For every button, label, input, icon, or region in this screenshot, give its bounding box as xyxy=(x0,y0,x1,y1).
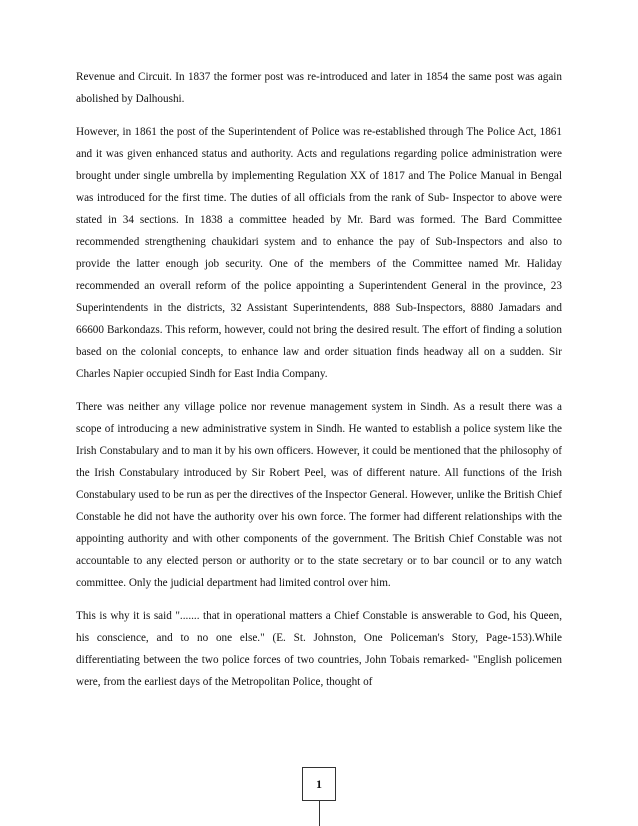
body-text xyxy=(76,66,562,704)
page-number: 1 xyxy=(316,776,322,791)
paragraph-4: This is why it is said "....... that in operational matters a Chief Constable is answerable to God, his Queen, his conscience, and to no one else." (E. St. Johnston, One Policeman's Story, Page-153).While differentiating between the two police forces of two countries, John Tobais remarked- "English policemen were, from the earliest days of the Metropolitan Police, thought of xyxy=(76,610,562,688)
page-number-box xyxy=(302,767,336,801)
paragraph-1: Revenue and Circuit. In 1837 the former post was re-introduced and later in 1854 the same post was again abolished by Dalhoushi. xyxy=(76,71,562,105)
paragraph-2: However, in 1861 the post of the Superintendent of Police was re-established through The Police Act, 1861 and it was given enhanced status and authority. Acts and regulations regarding police administration were brought under single umbrella by implementing Regulation XX of 1817 and The Police Manual in Bengal was introduced for the first time. The duties of all officials from the rank of Sub- Inspector to above were stated in 34 sections. In 1838 a committee headed by Mr. Bard was formed. The Bard Committee recommended strengthening chaukidari system and to enhance the pay of Sub-Inspectors and also to provide the latter enough job security. One of the members of the Committee named Mr. Haliday recommended an overall reform of the police appointing a Superintendent General in the province, 23 Superintendents in the districts, 32 Assistant Superintendents, 888 Sub-Inspectors, 8880 Jamadars and 66600 Barkondazs. This reform, however, could not bring the desired result. The effort of finding a solution based on the colonial concepts, to enhance law and order situation finds headway all on a sudden. Sir Charles Napier occupied Sindh for East India Company. xyxy=(76,126,562,380)
page-number-connector-line xyxy=(319,801,320,826)
paragraph-3: There was neither any village police nor revenue management system in Sindh. As a result there was a scope of introducing a new administrative system in Sindh. He wanted to establish a police system like the Irish Constabulary and to man it by his own officers. However, it could be mentioned that the philosophy of the Irish Constabulary introduced by Sir Robert Peel, was of different nature. All functions of the Irish Constabulary used to be run as per the directives of the Inspector General. However, unlike the British Chief Constable he did not have the authority over his own force. The former had different relationships with the appointing authority and with other components of the government. The British Chief Constable was not accountable to any elected person or authority or to the state secretary or to bar council or to any watch committee. Only the judicial department had limited control over him. xyxy=(76,401,562,589)
